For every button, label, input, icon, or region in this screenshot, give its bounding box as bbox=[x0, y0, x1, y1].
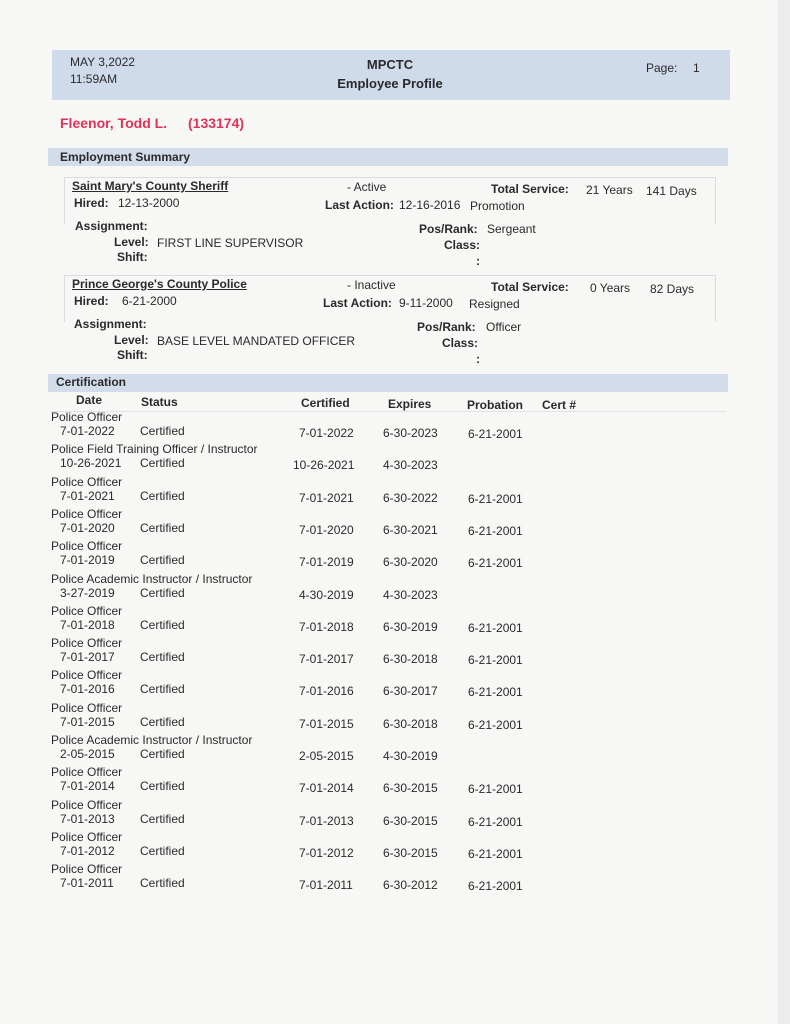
scan-edge bbox=[778, 0, 790, 1024]
cert-expires: 6-30-2023 bbox=[383, 426, 438, 440]
class-label: Class: bbox=[444, 238, 481, 252]
cert-date: 7-01-2022 bbox=[60, 424, 115, 438]
cert-status: Certified bbox=[140, 553, 185, 568]
cert-date: 7-01-2016 bbox=[60, 682, 115, 697]
cert-date: 7-01-2012 bbox=[60, 843, 115, 858]
cert-probation: 6-21-2001 bbox=[468, 782, 523, 797]
cert-probation: 6-21-2001 bbox=[468, 491, 523, 506]
cert-certified: 4-30-2019 bbox=[299, 587, 354, 602]
level-label: Level: bbox=[114, 333, 149, 347]
last-action: Promotion bbox=[470, 199, 525, 213]
cert-date: 7-01-2013 bbox=[60, 811, 115, 826]
cert-expires: 4-30-2019 bbox=[383, 749, 438, 763]
cert-date: 7-01-2021 bbox=[60, 488, 115, 503]
cert-type: Police Officer bbox=[51, 765, 123, 780]
cert-probation: 6-21-2001 bbox=[468, 556, 523, 571]
cert-type: Police Officer bbox=[51, 862, 123, 877]
cert-type: Police Officer bbox=[51, 829, 123, 844]
cert-date: 10-26-2021 bbox=[60, 456, 122, 471]
class-label: Class: bbox=[442, 336, 479, 350]
cert-expires: 6-30-2017 bbox=[383, 684, 438, 699]
cert-certified: 7-01-2011 bbox=[299, 878, 353, 893]
cert-date: 7-01-2014 bbox=[60, 779, 115, 794]
service-days: 82 Days bbox=[650, 282, 695, 296]
page-number: 1 bbox=[693, 61, 700, 75]
cert-status: Certified bbox=[140, 876, 185, 891]
col-cert-number: Cert # bbox=[542, 398, 577, 412]
agency-status: - Inactive bbox=[347, 278, 396, 292]
cert-expires: 4-30-2023 bbox=[383, 458, 438, 473]
level-value: BASE LEVEL MANDATED OFFICER bbox=[157, 334, 356, 348]
cert-type: Police Officer bbox=[51, 506, 123, 521]
cert-certified: 7-01-2016 bbox=[299, 684, 354, 699]
cert-probation: 6-21-2001 bbox=[468, 846, 523, 861]
employee-name: Fleenor, Todd L. bbox=[60, 115, 168, 131]
cert-expires: 6-30-2019 bbox=[383, 619, 438, 634]
cert-expires: 6-30-2015 bbox=[383, 813, 438, 828]
cert-date: 7-01-2020 bbox=[60, 520, 115, 535]
col-expires: Expires bbox=[388, 397, 432, 411]
page-label: Page: bbox=[646, 61, 678, 75]
cert-status: Certified bbox=[140, 424, 185, 438]
cert-type: Police Officer bbox=[51, 539, 123, 554]
cert-probation: 6-21-2001 bbox=[468, 427, 523, 441]
cert-status: Certified bbox=[140, 747, 185, 761]
col-date: Date bbox=[76, 393, 103, 407]
posrank-value: Officer bbox=[486, 320, 522, 334]
employee-id: (133174) bbox=[188, 115, 245, 131]
cert-date: 7-01-2011 bbox=[60, 876, 114, 891]
cert-type: Police Officer bbox=[51, 700, 123, 715]
hired-date: 12-13-2000 bbox=[118, 196, 180, 210]
cert-expires: 6-30-2015 bbox=[383, 845, 438, 860]
cert-certified: 2-05-2015 bbox=[299, 749, 354, 763]
org-name: MPCTC bbox=[366, 57, 414, 72]
cert-certified: 7-01-2018 bbox=[299, 619, 354, 634]
cert-expires: 6-30-2021 bbox=[383, 522, 438, 537]
cert-status: Certified bbox=[140, 650, 185, 665]
cert-expires: 6-30-2018 bbox=[383, 652, 438, 667]
cert-type: Police Field Training Officer / Instructor bbox=[51, 442, 258, 457]
cert-certified: 7-01-2014 bbox=[299, 781, 354, 796]
cert-probation: 6-21-2001 bbox=[468, 717, 523, 732]
level-label: Level: bbox=[114, 235, 149, 249]
cert-date: 3-27-2019 bbox=[60, 585, 115, 600]
hired-label: Hired: bbox=[74, 294, 109, 308]
cert-certified: 7-01-2022 bbox=[299, 426, 354, 440]
cert-status: Certified bbox=[140, 488, 185, 503]
agency-name: Prince George's County Police bbox=[72, 277, 247, 291]
total-service-label: Total Service: bbox=[491, 182, 569, 196]
cert-status: Certified bbox=[140, 843, 185, 858]
report-title: Employee Profile bbox=[337, 76, 443, 91]
cert-status: Certified bbox=[140, 714, 185, 729]
col-probation: Probation bbox=[467, 398, 523, 412]
cert-type: Police Officer bbox=[51, 636, 123, 651]
cert-expires: 4-30-2023 bbox=[383, 587, 438, 602]
hired-date: 6-21-2000 bbox=[122, 294, 177, 308]
service-years: 0 Years bbox=[590, 281, 631, 295]
cert-type: Police Academic Instructor / Instructor bbox=[51, 733, 253, 747]
cert-probation: 6-21-2001 bbox=[468, 653, 523, 668]
certification-heading: Certification bbox=[56, 375, 127, 389]
posrank-label: Pos/Rank: bbox=[419, 222, 478, 236]
col-certified: Certified bbox=[301, 396, 350, 410]
employment-summary-heading: Employment Summary bbox=[60, 150, 191, 164]
last-action-date: 9-11-2000 bbox=[399, 296, 453, 310]
posrank-label: Pos/Rank: bbox=[417, 320, 476, 334]
service-days: 141 Days bbox=[646, 184, 697, 198]
cert-type: Police Academic Instructor / Instructor bbox=[51, 571, 253, 586]
cert-expires: 6-30-2015 bbox=[383, 781, 438, 796]
cert-certified: 7-01-2017 bbox=[299, 652, 354, 667]
service-years: 21 Years bbox=[586, 183, 633, 197]
cert-date: 2-05-2015 bbox=[60, 747, 115, 761]
cert-certified: 7-01-2021 bbox=[299, 490, 354, 505]
last-action-label: Last Action: bbox=[323, 296, 392, 310]
cert-type: Police Officer bbox=[51, 797, 123, 812]
cert-probation: 6-21-2001 bbox=[468, 814, 523, 829]
cert-date: 7-01-2018 bbox=[60, 617, 115, 632]
cert-certified: 7-01-2020 bbox=[299, 522, 354, 537]
col-status: Status bbox=[141, 395, 178, 409]
shift-colon: : bbox=[476, 352, 480, 366]
cert-type: Police Officer bbox=[51, 603, 123, 618]
cert-probation: 6-21-2001 bbox=[468, 523, 523, 538]
assignment-label: Assignment: bbox=[75, 219, 148, 233]
cert-status: Certified bbox=[140, 682, 185, 697]
cert-date: 7-01-2019 bbox=[60, 553, 115, 568]
column-divider bbox=[50, 411, 726, 412]
shift-colon: : bbox=[476, 254, 480, 268]
cert-type: Police Officer bbox=[51, 410, 123, 424]
cert-date: 7-01-2015 bbox=[60, 714, 115, 729]
cert-probation: 6-21-2001 bbox=[468, 879, 523, 894]
agency-status: - Active bbox=[347, 180, 387, 194]
cert-expires: 6-30-2012 bbox=[383, 878, 438, 893]
level-value: FIRST LINE SUPERVISOR bbox=[157, 236, 304, 250]
cert-certified: 7-01-2012 bbox=[299, 845, 354, 860]
cert-status: Certified bbox=[140, 779, 185, 794]
cert-certified: 7-01-2013 bbox=[299, 813, 354, 828]
cert-certified: 7-01-2015 bbox=[299, 716, 354, 731]
cert-status: Certified bbox=[140, 617, 185, 632]
cert-expires: 6-30-2018 bbox=[383, 716, 438, 731]
cert-expires: 6-30-2022 bbox=[383, 490, 438, 505]
last-action: Resigned bbox=[469, 297, 520, 311]
cert-type: Police Officer bbox=[51, 474, 123, 489]
cert-type: Police Officer bbox=[51, 668, 123, 683]
cert-probation: 6-21-2001 bbox=[468, 620, 523, 635]
cert-certified: 10-26-2021 bbox=[293, 458, 355, 473]
cert-certified: 7-01-2019 bbox=[299, 555, 354, 570]
report-date: MAY 3,2022 bbox=[70, 55, 135, 69]
certification-bar bbox=[48, 374, 728, 392]
agency-name: Saint Mary's County Sheriff bbox=[72, 179, 229, 193]
last-action-label: Last Action: bbox=[325, 198, 394, 212]
total-service-label: Total Service: bbox=[491, 280, 569, 294]
cert-status: Certified bbox=[140, 520, 185, 535]
cert-probation: 6-21-2001 bbox=[468, 685, 523, 700]
assignment-label: Assignment: bbox=[74, 317, 147, 331]
report-time: 11:59AM bbox=[70, 72, 118, 86]
last-action-date: 12-16-2016 bbox=[399, 198, 461, 212]
cert-date: 7-01-2017 bbox=[60, 650, 115, 665]
shift-label: Shift: bbox=[117, 348, 148, 362]
hired-label: Hired: bbox=[74, 196, 109, 210]
cert-status: Certified bbox=[140, 585, 185, 600]
cert-expires: 6-30-2020 bbox=[383, 555, 438, 570]
cert-status: Certified bbox=[140, 811, 185, 826]
shift-label: Shift: bbox=[117, 250, 148, 264]
cert-status: Certified bbox=[140, 456, 185, 471]
posrank-value: Sergeant bbox=[487, 222, 536, 236]
